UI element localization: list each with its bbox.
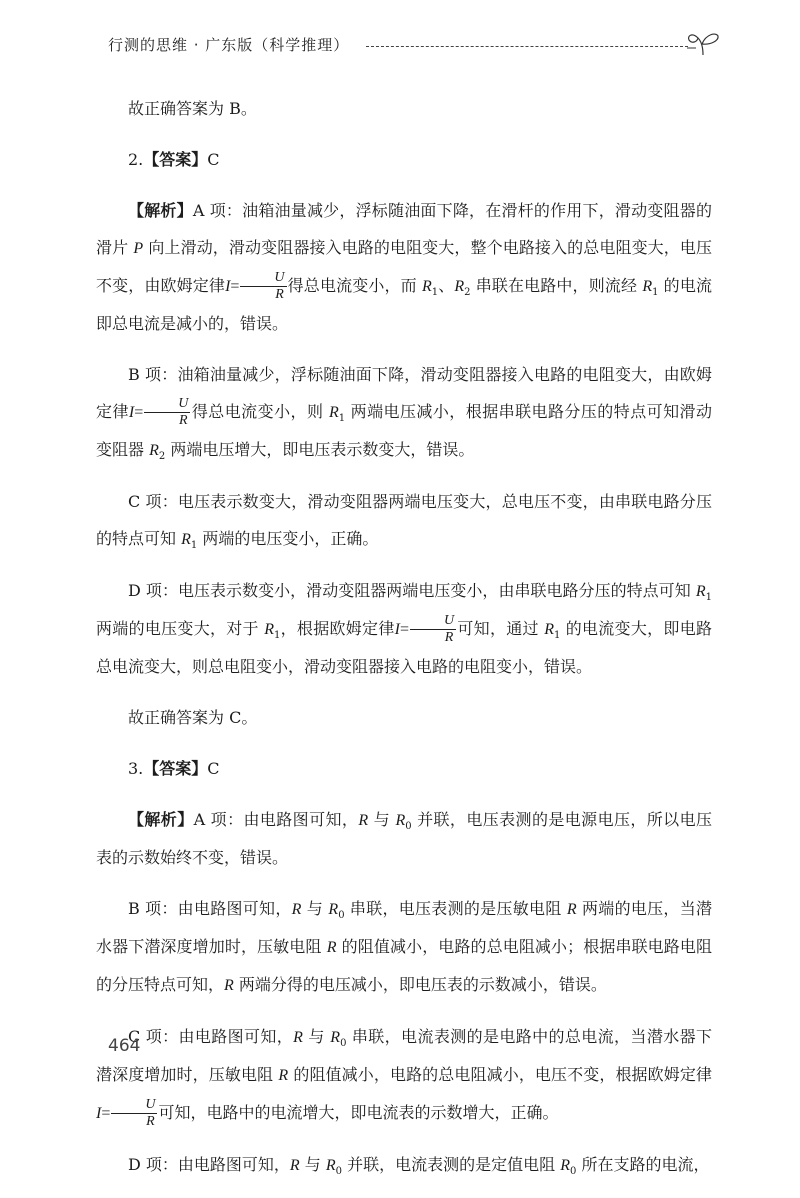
header-title: 行测的思维 · 广东版（科学推理） <box>108 36 350 54</box>
ohm-fraction: $\frac{U}{R}$ <box>240 271 286 302</box>
q3-analysis-b: B 项：由电路图可知，R 与 $R_0$ 串联，电压表测的是压敏电阻 R 两端的电压，当潜水器下潜深度增加时，压敏电阻 R 的阻值减小，电路的总电阻减小；根据串联电路电阻的分压特点可知，R 两端分得的电压减小，即电压表的示数减小，错误。 <box>96 899 712 994</box>
q3-analysis-c: C 项：由电路图可知，R 与 $R_0$ 串联，电流表测的是电路中的总电流，当潜水器下潜深度增加时，压敏电阻 R 的阻值减小，电路的总电阻减小，电压不变，根据欧姆定律I= $\frac{U}{R}$ 可知，电路中的电流增大，即电流表的示数增大，正确。 <box>96 1027 712 1129</box>
q2-analysis-a: 【解析】A 项：油箱油量减少，浮标随油面下降，在滑杆的作用下，滑动变阻器的滑片 P 向上滑动，滑动变阻器接入电路的电阻变大，整个电路接入的总电阻变大，电压不变，由欧姆定律I= $\frac{U}{R}$ 得总电流变小，而 $R_1$、$R_2$ 串联在电路中，则流经 $R_1$ 的电流即总电流是减小的，错误。 <box>96 201 712 333</box>
q2-analysis-d: D 项：电压表示数变小，滑动变阻器两端电压变小，由串联电路分压的特点可知 $R_1$ 两端的电压变大，对于 $R_1$，根据欧姆定律I= $\frac{U}{R}$ 可知，通过 $R_1$ 的电流变大，即电路总电流变大，则总电阻变小，滑动变阻器接入电路的电阻变小，错误。 <box>96 581 712 676</box>
ohm-fraction: $\frac{U}{R}$ <box>111 1098 157 1129</box>
conclusion-q2: 故正确答案为 C。 <box>128 708 258 727</box>
q2-analysis-c: C 项：电压表示数变大，滑动变阻器两端电压变大，总电压不变，由串联电路分压的特点可知 $R_1$ 两端的电压变小，正确。 <box>96 492 712 551</box>
conclusion-q1: 故正确答案为 B。 <box>128 99 257 118</box>
page-number: 464 <box>108 1036 141 1056</box>
q3-answer-line: 3.【答案】C <box>128 759 220 778</box>
q3-analysis-a: 【解析】A 项：由电路图可知，R 与 $R_0$ 并联，电压表测的是电源电压，所以电压表的示数始终不变，错误。 <box>96 810 712 867</box>
q3-analysis-d: D 项：由电路图可知，R 与 $R_0$ 并联，电流表测的是定值电阻 $R_0$ 所在支路的电流， <box>128 1155 710 1177</box>
ohm-fraction: $\frac{U}{R}$ <box>410 614 456 645</box>
q2-analysis-b: B 项：油箱油量减少，浮标随油面下降，滑动变阻器接入电路的电阻变大，由欧姆定律I= $\frac{U}{R}$ 得总电流变小，则 $R_1$ 两端电压减小，根据串联电路分压的特点可知滑动变阻器 $R_2$ 两端电压增大，即电压表示数变大，错误。 <box>96 365 712 462</box>
running-header <box>108 30 718 60</box>
header-dashed-rule <box>366 46 688 47</box>
q2-answer-line: 2.【答案】C <box>128 150 220 169</box>
ohm-fraction: $\frac{U}{R}$ <box>144 397 190 428</box>
sprout-icon <box>686 30 720 56</box>
page-body <box>96 90 712 1198</box>
